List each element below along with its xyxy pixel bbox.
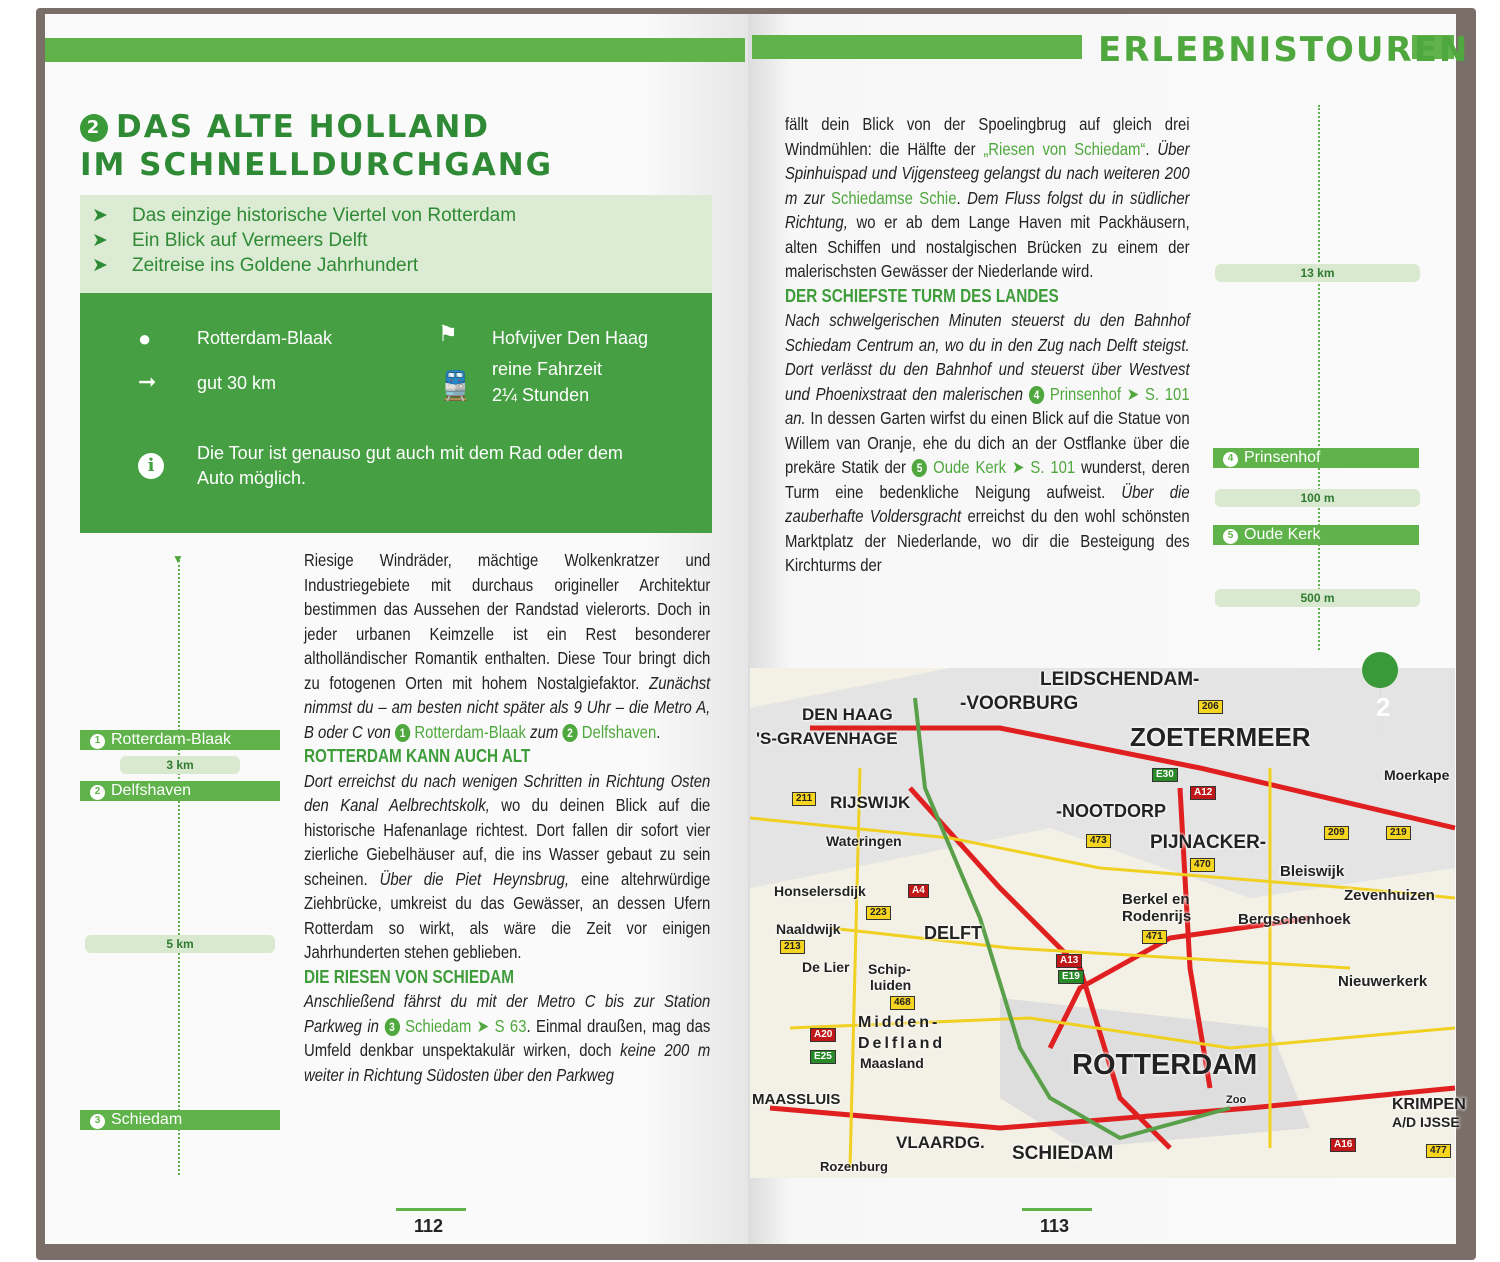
stop-number-badge: 1 bbox=[395, 724, 410, 742]
map-label: Wateringen bbox=[826, 833, 902, 849]
text-run: In dessen Garten wirfst du einen Blick auf die Statue von Willem van Oranje, ehe du dich an der Ostflanke über die prekäre Statik der bbox=[785, 408, 1190, 477]
stop-label: Prinsenhof bbox=[1244, 449, 1321, 466]
place-link[interactable]: Schiedamse Schie bbox=[830, 187, 957, 208]
subheading: DER SCHIEFSTE TURM DES LANDES bbox=[785, 285, 1059, 306]
distance: gut 30 km bbox=[197, 373, 277, 393]
paragraph bbox=[304, 548, 710, 744]
text-run: eine altehrwürdige Ziehbrücke, umkreist du das Gewässer, an dessen Ufern Rotterdam so wirkt, als wäre die Zeit vor einigen Jahrhunderten stehen geblieben. bbox=[304, 868, 711, 962]
highlight-item bbox=[92, 253, 700, 278]
road-shield: A20 bbox=[810, 1028, 836, 1042]
map-label: Rodenrijs bbox=[1122, 908, 1192, 925]
map-label: Delfland bbox=[858, 1035, 946, 1052]
road-shield: 206 bbox=[1198, 700, 1223, 714]
map-label: -VOORBURG bbox=[960, 693, 1079, 714]
track-stop bbox=[80, 781, 280, 801]
track-stop bbox=[80, 1110, 280, 1130]
place-link[interactable]: „Riesen von Schiedam“ bbox=[983, 138, 1146, 159]
map-label: Schip- bbox=[868, 961, 911, 977]
arrow-right-icon: ➞ bbox=[138, 369, 157, 394]
map-label: Moerkape bbox=[1384, 767, 1450, 783]
text-run: wo du deinen Blick auf die historische Hafenanlage richtest. Dort fallen dir sofort vier zierliche Giebelhäuser auf, die ins Wasser gebaut zu sein scheinen. bbox=[304, 795, 711, 889]
route-track-right bbox=[1318, 105, 1320, 650]
road-shield: A13 bbox=[1056, 954, 1082, 968]
text-run: zum bbox=[525, 721, 563, 742]
top-bar-right bbox=[752, 35, 1082, 59]
stop-number-badge: 4 bbox=[1029, 386, 1044, 404]
map-badge-number: 2 bbox=[1376, 692, 1391, 722]
title-line-2: IM SCHNELLDURCHGANG bbox=[80, 147, 554, 183]
road-shield: A12 bbox=[1190, 786, 1216, 800]
track-stop bbox=[1213, 448, 1419, 468]
map-label: Maasland bbox=[860, 1055, 924, 1071]
route-track-left bbox=[178, 560, 180, 1175]
stop-number: 1 bbox=[90, 734, 105, 749]
map-label: Berkel en bbox=[1122, 891, 1190, 908]
paragraph bbox=[304, 989, 710, 1087]
map-label: MAASSLUIS bbox=[752, 1091, 841, 1108]
paragraph bbox=[304, 769, 710, 965]
road-shield: 219 bbox=[1386, 826, 1411, 840]
text-run: Über die Piet Heynsbrug, bbox=[379, 868, 581, 889]
map-label: Bergschenhoek bbox=[1238, 911, 1351, 928]
text-run: an. bbox=[785, 408, 806, 428]
road-shield: A16 bbox=[1330, 1138, 1356, 1152]
map-label: PIJNACKER- bbox=[1150, 832, 1267, 853]
stop-number: 3 bbox=[90, 1114, 105, 1129]
road-shield: 209 bbox=[1324, 826, 1349, 840]
track-distance: 100 m bbox=[1215, 489, 1420, 507]
text-run: . bbox=[956, 187, 968, 208]
stop-label: Delfshaven bbox=[111, 782, 192, 799]
road-shield: A4 bbox=[908, 884, 929, 898]
page-number-right: 113 bbox=[1040, 1216, 1070, 1236]
highlight-text: Zeitreise ins Goldene Jahrhundert bbox=[132, 255, 419, 276]
map-label: ZOETERMEER bbox=[1130, 722, 1311, 752]
map-label: ROTTERDAM bbox=[1072, 1049, 1258, 1081]
text-run: wo er ab dem Lange Haven mit Packhäusern, alten Schiffen und nostalgischen Brücken zu einem der malerischsten Gewässer der Niederlande wird. bbox=[785, 212, 1190, 281]
place-link[interactable]: Prinsenhof ➤ S. 101 bbox=[1044, 383, 1190, 404]
map-label: SCHIEDAM bbox=[1012, 1143, 1114, 1164]
road-shield: E25 bbox=[810, 1050, 836, 1064]
left-body-text bbox=[304, 548, 710, 1087]
road-shield: 213 bbox=[780, 940, 805, 954]
note-line-2: Auto möglich. bbox=[197, 468, 307, 488]
place-link[interactable]: Rotterdam-Blaak bbox=[410, 721, 526, 742]
route-map bbox=[750, 668, 1466, 1178]
track-stop bbox=[1213, 525, 1419, 545]
arrow-icon: ➤ bbox=[92, 205, 108, 226]
stop-label: Rotterdam-Blaak bbox=[111, 731, 232, 748]
map-label: RIJSWIJK bbox=[830, 793, 911, 812]
train-icon: 🚆 bbox=[438, 370, 473, 401]
map-label: Honselersdijk bbox=[774, 883, 866, 899]
text-run: Anschließend fährst du mit der Metro C bis zur Station Parkweg in bbox=[304, 991, 711, 1036]
place-link[interactable]: Oude Kerk ➤ S. 101 bbox=[927, 457, 1076, 477]
track-distance: 500 m bbox=[1215, 589, 1420, 607]
track-distance: 5 km bbox=[85, 935, 275, 953]
tour-number-badge: 2 bbox=[80, 114, 108, 142]
stop-number-badge: 3 bbox=[384, 1018, 399, 1036]
map-label: Midden- bbox=[858, 1014, 941, 1031]
highlights-box bbox=[80, 195, 712, 293]
text-run: . Einmal draußen, mag das Umfeld denkbar unspektakulär wirken, doch bbox=[304, 1015, 711, 1060]
map-label: Rozenburg bbox=[820, 1159, 888, 1174]
road-shield: 470 bbox=[1190, 858, 1215, 872]
duration-line-2: 2¼ Stunden bbox=[492, 385, 590, 405]
track-distance: 13 km bbox=[1215, 264, 1420, 282]
note-line-1: Die Tour ist genauso gut auch mit dem Rad oder dem bbox=[197, 443, 623, 463]
text-run: Zunächst nimmst du – am besten nicht später als 9 Uhr – die Metro A, B oder C von bbox=[304, 672, 711, 742]
stop-label: Schiedam bbox=[111, 1111, 183, 1128]
map-label: LEIDSCHENDAM- bbox=[1040, 669, 1200, 690]
page-number-left: 112 bbox=[414, 1216, 444, 1236]
text-run: wunderst, deren Turm eine bedenkliche Neigung aufweist. bbox=[785, 457, 1190, 502]
page-number-line bbox=[396, 1208, 466, 1211]
text-run: . bbox=[656, 721, 661, 742]
stop-number: 5 bbox=[1223, 529, 1238, 544]
highlight-item bbox=[92, 228, 700, 253]
map-label: KRIMPEN bbox=[1392, 1096, 1466, 1113]
road-shield: 477 bbox=[1426, 1144, 1451, 1158]
arrow-icon: ➤ bbox=[92, 255, 108, 276]
text-run: Über Spinhuispad und Vijgensteeg gelangst du nach weiteren 200 m zur bbox=[785, 138, 1190, 208]
track-start-arrow-icon: ▼ bbox=[172, 552, 184, 566]
paragraph bbox=[785, 308, 1190, 578]
map-label: DELFT bbox=[924, 923, 982, 943]
highlight-text: Ein Blick auf Vermeers Delft bbox=[132, 230, 368, 251]
text-run: . bbox=[1145, 138, 1158, 159]
stop-number: 2 bbox=[90, 785, 105, 800]
map-label: De Lier bbox=[802, 959, 850, 975]
subheading: DIE RIESEN VON SCHIEDAM bbox=[304, 966, 514, 987]
duration-line-1: reine Fahrzeit bbox=[492, 359, 603, 379]
track-stop bbox=[80, 730, 280, 750]
text-run: keine 200 m weiter in Richtung Südosten über den Parkweg bbox=[304, 1040, 711, 1085]
text-run: Dort erreichst du nach wenigen Schritten in Richtung Osten den Kanal Aelbrechtskolk, bbox=[304, 770, 711, 815]
map-label: DEN HAAG bbox=[802, 705, 893, 724]
stop-label: Oude Kerk bbox=[1244, 526, 1321, 543]
location-pin-icon: ● bbox=[138, 326, 152, 351]
title-line-1: DAS ALTE HOLLAND bbox=[116, 109, 491, 145]
tour-info-box bbox=[80, 293, 712, 533]
road-shield: 211 bbox=[792, 792, 816, 806]
arrow-icon: ➤ bbox=[92, 230, 108, 251]
end-point: Hofvijver Den Haag bbox=[492, 328, 649, 348]
map-label: Nieuwerkerk bbox=[1338, 973, 1428, 990]
page-number-line bbox=[1022, 1208, 1092, 1211]
track-distance: 3 km bbox=[120, 756, 240, 774]
map-label: 'S-GRAVENHAGE bbox=[756, 729, 898, 748]
map-label: -NOOTDORP bbox=[1056, 801, 1166, 821]
text-run: Über die zauberhafte Voldersgracht bbox=[785, 481, 1190, 526]
road-shield: E30 bbox=[1152, 768, 1178, 782]
top-bar-left bbox=[45, 38, 745, 62]
start-point: Rotterdam-Blaak bbox=[197, 328, 333, 348]
road-shield: 473 bbox=[1086, 834, 1111, 848]
stop-number-badge: 2 bbox=[562, 724, 577, 742]
section-title: ERLEBNISTOUREN bbox=[1098, 30, 1470, 70]
road-shield: 223 bbox=[866, 906, 891, 920]
tour-title bbox=[80, 108, 553, 184]
text-run: Riesige Windräder, mächtige Wolkenkratzer und Industriegebiete mit durchaus origineller Architektur bestimmen das Aussehen der Randstad vielerorts. Doch in jeder urbanen Keimzelle ist ein Rest besonderer altholländischer Romantik enthalten. Diese Tour bringt dich zu fotogenen Orten mit hohem Nostalgiefaktor. bbox=[304, 550, 711, 693]
place-link[interactable]: Delfshaven bbox=[577, 721, 657, 742]
text-run: Dem Fluss folgst du in südlicher Richtung, bbox=[785, 187, 1190, 232]
paragraph bbox=[785, 112, 1190, 284]
road-shield: 468 bbox=[890, 996, 915, 1010]
map-label: Zoo bbox=[1226, 1094, 1247, 1106]
info-icon: i bbox=[138, 453, 164, 479]
text-run: erreichst du den wohl schönsten Marktplatz der Niederlande, wo dir die Besteigung des Kirchturms der bbox=[785, 506, 1190, 575]
map-label: Bleiswijk bbox=[1280, 863, 1345, 880]
highlight-text: Das einzige historische Viertel von Rotterdam bbox=[132, 205, 517, 226]
text-run: Nach schwelgerischen Minuten steuerst du den Bahnhof Schiedam Centrum an, wo du in den Zug nach Delft steigst. Dort verlässt du den Bahnhof und steuerst über Westvest und Phoenixstraat den malerischen bbox=[785, 310, 1190, 404]
road-shield: E19 bbox=[1058, 970, 1084, 984]
highlight-item bbox=[92, 203, 700, 228]
place-link[interactable]: Schiedam ➤ S 63 bbox=[399, 1015, 527, 1036]
finish-flag-icon: ⚑ bbox=[438, 321, 458, 346]
stop-number-badge: 5 bbox=[912, 459, 927, 477]
stop-number: 4 bbox=[1223, 452, 1238, 467]
text-run: fällt dein Blick von der Spoelingbrug auf gleich drei Windmühlen: die Hälfte der bbox=[785, 114, 1190, 159]
map-label: Naaldwijk bbox=[776, 921, 841, 937]
map-label: Zevenhuizen bbox=[1344, 887, 1435, 904]
map-label: A/D IJSSE bbox=[1392, 1114, 1460, 1130]
map-label: VLAARDG. bbox=[896, 1133, 985, 1152]
subheading: ROTTERDAM KANN AUCH ALT bbox=[304, 746, 531, 766]
right-body-text bbox=[785, 112, 1190, 578]
map-label: luiden bbox=[870, 977, 912, 993]
road-shield: 471 bbox=[1142, 930, 1167, 944]
